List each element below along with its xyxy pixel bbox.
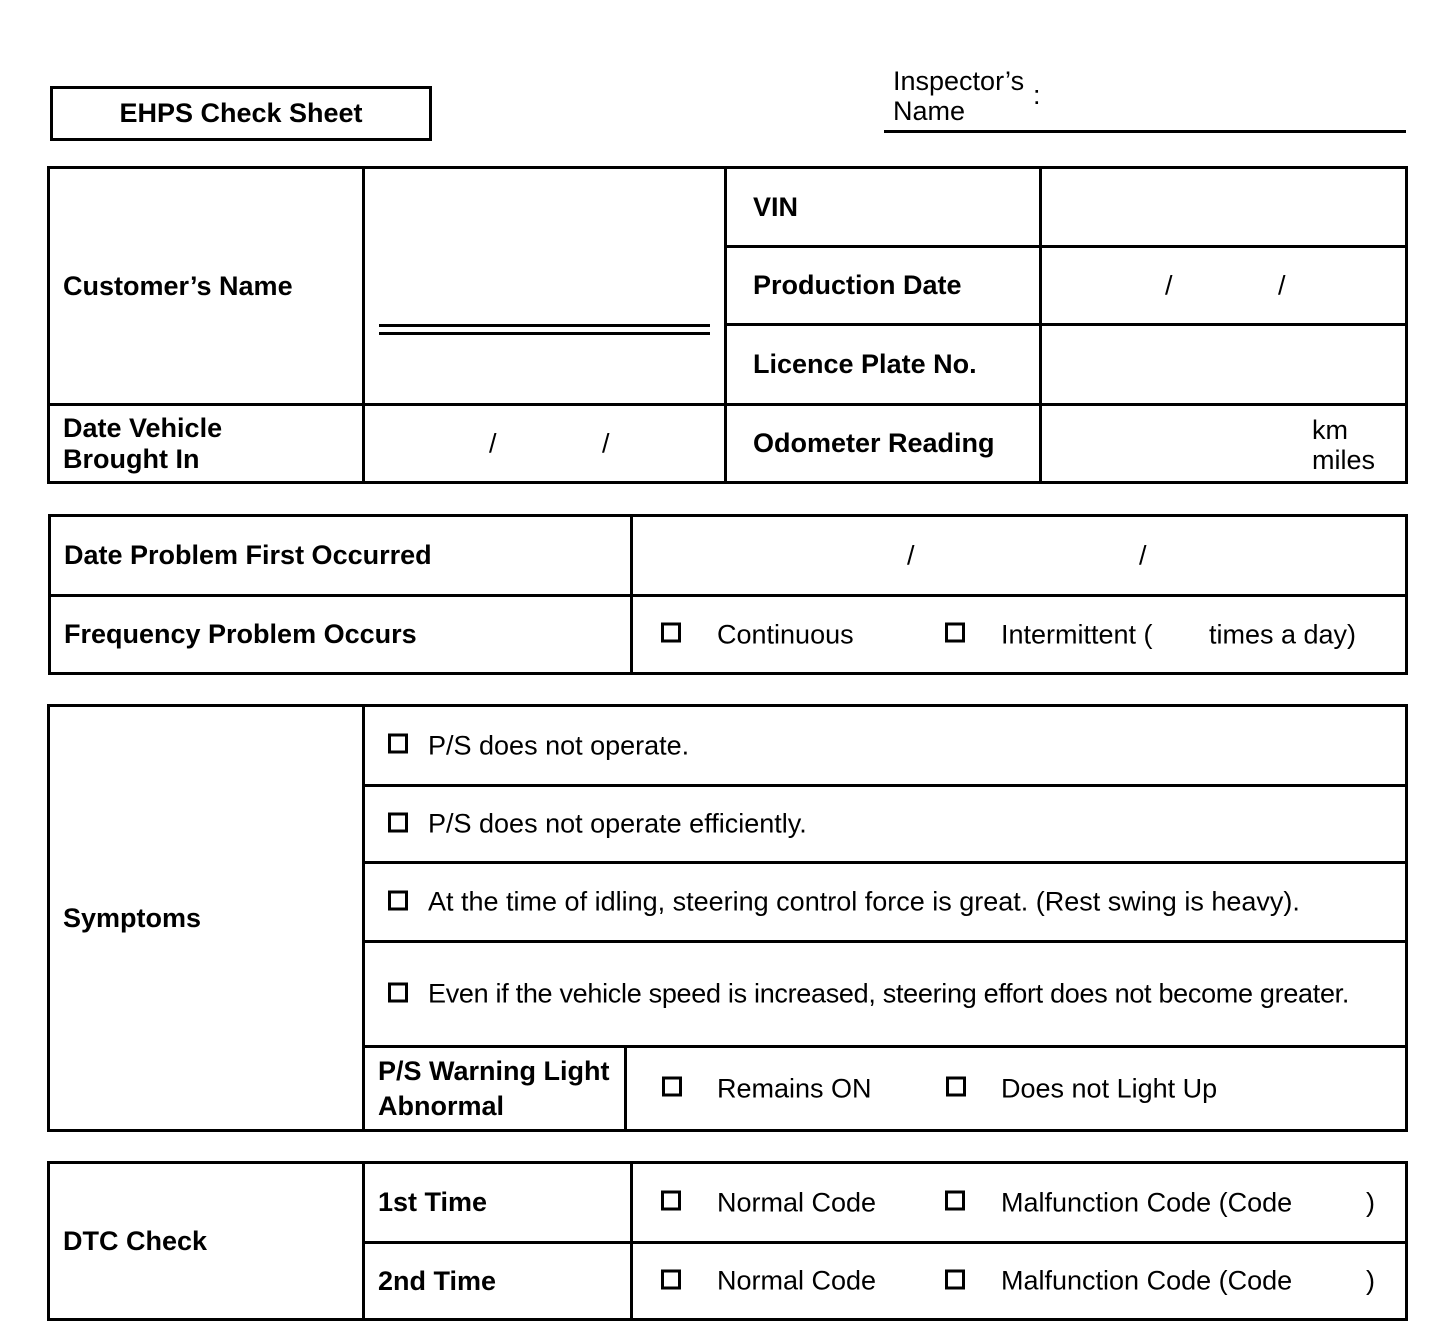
date-slash: / [489, 428, 497, 458]
malfunction-code-checkbox[interactable] [945, 1269, 965, 1289]
normal-code-checkbox[interactable] [661, 1269, 681, 1289]
symptom-checkbox[interactable] [388, 890, 408, 910]
vin-field[interactable] [1041, 168, 1407, 247]
date-slash: / [1278, 270, 1286, 300]
does-not-light-label: Does not Light Up [1001, 1073, 1218, 1103]
customer-name-field[interactable] [364, 168, 726, 405]
symptom-checkbox[interactable] [388, 734, 408, 754]
warning-light-line2: Abnormal [378, 1090, 505, 1121]
malfunction-code-label: Malfunction Code (Code [1001, 1187, 1293, 1217]
does-not-light-checkbox[interactable] [946, 1077, 966, 1097]
symptom-checkbox[interactable] [388, 982, 408, 1002]
vin-label: VIN [726, 168, 1041, 247]
date-slash: / [907, 540, 915, 570]
warning-light-label [364, 1047, 626, 1131]
intermittent-label: Intermittent ( [1001, 619, 1153, 649]
customer-name-underline [379, 324, 710, 335]
first-occurred-label: Date Problem First Occurred [50, 516, 632, 596]
malfunction-code-checkbox[interactable] [945, 1191, 965, 1211]
dtc-table [47, 1161, 1408, 1321]
date-slash: / [1165, 270, 1173, 300]
frequency-options [632, 596, 1407, 674]
odometer-field[interactable] [1041, 405, 1407, 483]
inspector-colon: : [1033, 80, 1041, 110]
symptom-row [364, 863, 1407, 942]
malfunction-code-label: Malfunction Code (Code [1001, 1265, 1293, 1296]
symptoms-label: Symptoms [49, 706, 364, 1131]
symptom-text: P/S does not operate. [428, 730, 690, 760]
remains-on-checkbox[interactable] [662, 1077, 682, 1097]
symptoms-table [47, 704, 1408, 1132]
sheet-title-text: EHPS Check Sheet [119, 98, 363, 128]
dtc-check-label: DTC Check [49, 1163, 364, 1320]
normal-code-label: Normal Code [717, 1265, 877, 1296]
odometer-units [1312, 415, 1375, 475]
first-time-label: 1st Time [364, 1163, 632, 1243]
symptom-text: P/S does not operate efficiently. [428, 808, 807, 839]
production-date-label: Production Date [726, 247, 1041, 325]
inspector-name-label [893, 66, 1024, 126]
odometer-label: Odometer Reading [726, 405, 1041, 483]
date-brought-in-label [49, 405, 364, 483]
remains-on-label: Remains ON [717, 1073, 872, 1103]
symptom-row [364, 706, 1407, 786]
close-paren: ) [1366, 1265, 1375, 1296]
warning-light-line1: P/S Warning Light [378, 1055, 610, 1086]
inspector-name-field[interactable] [884, 130, 1406, 133]
date-brought-in-line1: Date Vehicle [63, 412, 223, 443]
second-time-label: 2nd Time [364, 1243, 632, 1320]
sheet-title [50, 86, 432, 141]
symptom-row [364, 942, 1407, 1047]
normal-code-checkbox[interactable] [661, 1191, 681, 1211]
warning-light-options [626, 1047, 1407, 1131]
second-time-options [632, 1243, 1407, 1320]
unit-km: km [1312, 415, 1348, 445]
customer-name-label: Customer’s Name [49, 168, 364, 405]
frequency-label: Frequency Problem Occurs [50, 596, 632, 674]
intermittent-checkbox[interactable] [945, 623, 965, 643]
symptom-checkbox[interactable] [388, 812, 408, 832]
production-date-field[interactable] [1041, 247, 1407, 325]
date-slash: / [602, 428, 610, 458]
date-brought-in-field[interactable] [364, 405, 726, 483]
normal-code-label: Normal Code [717, 1187, 877, 1217]
date-brought-in-line2: Brought In [63, 443, 200, 474]
continuous-label: Continuous [717, 619, 854, 649]
problem-info-table [48, 514, 1408, 675]
inspector-label-line1: Inspector’s [893, 66, 1025, 96]
times-a-day-label: times a day) [1209, 619, 1357, 649]
unit-miles: miles [1312, 445, 1376, 475]
symptom-row [364, 786, 1407, 863]
symptom-text: Even if the vehicle speed is increased, steering effort does not become greater. [428, 978, 1350, 1009]
first-occurred-field[interactable] [632, 516, 1407, 596]
continuous-checkbox[interactable] [661, 623, 681, 643]
first-time-options [632, 1163, 1407, 1243]
vehicle-info-table [47, 166, 1408, 484]
licence-plate-label: Licence Plate No. [726, 325, 1041, 405]
licence-plate-field[interactable] [1041, 325, 1407, 405]
symptom-text: At the time of idling, steering control force is great. (Rest swing is heavy). [428, 886, 1300, 917]
close-paren: ) [1366, 1187, 1375, 1217]
inspector-label-line2: Name [893, 96, 966, 126]
date-slash: / [1139, 540, 1147, 570]
